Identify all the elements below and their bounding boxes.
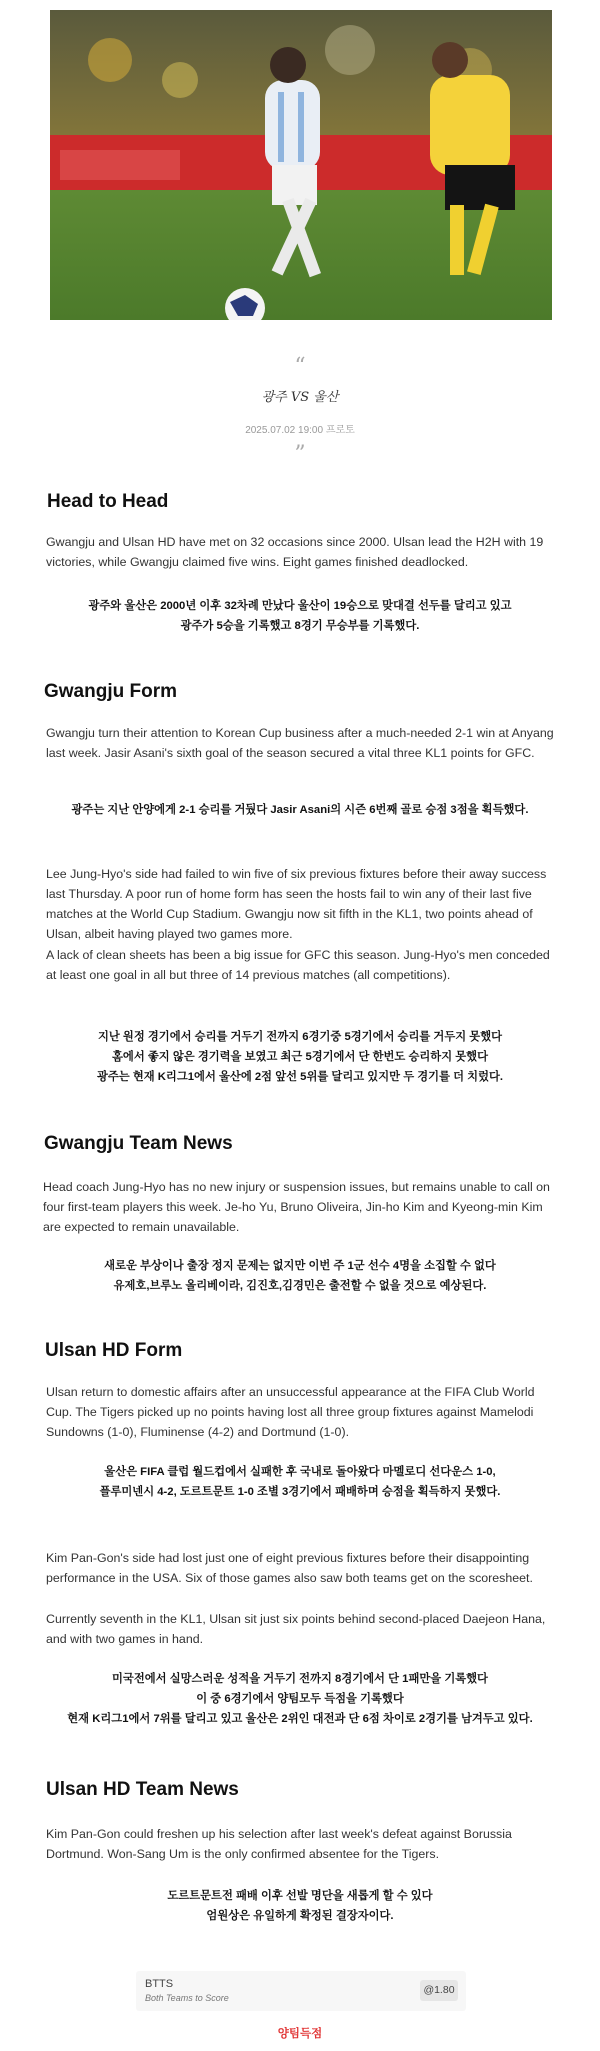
match-datetime: 2025.07.02 19:00 프로토 xyxy=(245,425,355,436)
ulsan-form-ko2-line-3: 현재 K리그1에서 7위를 달리고 있고 울산은 2위인 대전과 단 6점 차이로 2경기를 남겨두고 있다. xyxy=(67,1713,533,1725)
odds-pick-label: 양팀득점 xyxy=(277,2028,323,2040)
quote-close-icon: ” xyxy=(294,442,306,467)
gwangju-form-korean-1 xyxy=(0,800,600,820)
gwangju-news-ko-line-1: 새로운 부상이나 출장 정지 문제는 없지만 이번 주 1군 선수 4명을 소집할 수 없다 xyxy=(104,1260,496,1272)
ulsan-news-ko-line-1: 도르트문트전 패배 이후 선발 명단을 새롭게 할 수 있다 xyxy=(167,1890,433,1902)
quote-open-icon: “ xyxy=(294,354,306,379)
odds-market-description: Both Teams to Score xyxy=(145,1993,229,2003)
heading-gwangju-form: Gwangju Form xyxy=(44,681,177,702)
heading-gwangju-team-news: Gwangju Team News xyxy=(44,1133,233,1154)
ulsan-form-paragraph-3: Currently seventh in the KL1, Ulsan sit just six points behind second-placed Daejeon Hana, and with two games in hand. xyxy=(46,1612,546,1646)
gwangju-form-ko2-line-1: 지난 원정 경기에서 승리를 거두기 전까지 6경기중 5경기에서 승리를 거두지 못했다 xyxy=(97,1031,503,1043)
gwangju-form-paragraph-1: Gwangju turn their attention to Korean Cup business after a much-needed 2-1 win at Anyang last week. Jasir Asani's sixth goal of the season secured a vital three KL1 points for GFC. xyxy=(46,726,554,760)
ulsan-news-ko-line-2: 엄원상은 유일하게 확정된 결장자이다. xyxy=(206,1910,394,1922)
odds-price-button[interactable]: @1.80 xyxy=(420,1980,458,2001)
heading-ulsan-form: Ulsan HD Form xyxy=(45,1340,183,1361)
odds-card-btts[interactable] xyxy=(136,1971,466,2011)
ulsan-form-paragraph-2: Kim Pan-Gon's side had lost just one of eight previous fixtures before their disappointing performance in the USA. Six of those games also saw both teams get on the scoresheet. xyxy=(46,1551,533,1585)
ulsan-form-ko2-line-1: 미국전에서 실망스러운 성적을 거두기 전까지 8경기에서 단 1패만을 기록했다 xyxy=(112,1673,488,1685)
odds-market-name: BTTS xyxy=(145,1978,174,1990)
ulsan-news-korean xyxy=(0,1886,600,1926)
h2h-korean-summary xyxy=(0,596,600,636)
gwangju-form-ko2-line-3: 광주는 현재 K리그1에서 울산에 2점 앞선 5위를 달리고 있지만 두 경기를 더 치렀다. xyxy=(96,1071,504,1083)
match-header xyxy=(0,356,600,466)
h2h-paragraph: Gwangju and Ulsan HD have met on 32 occasions since 2000. Ulsan lead the H2H with 19 victories, while Gwangju claimed five wins. Eight games finished deadlocked. xyxy=(46,535,544,569)
gwangju-news-paragraph: Head coach Jung-Hyo has no new injury or suspension issues, but remains unable to call on four first-team players this week. Je-ho Yu, Bruno Oliveira, Jin-ho Kim and Kyeong-min Kim are expected to remain unavailable. xyxy=(43,1180,550,1234)
h2h-ko-line-1: 광주와 울산은 2000년 이후 32차례 만났다 울산이 19승으로 맞대결 선두를 달리고 있고 xyxy=(88,600,512,612)
ulsan-form-korean-1 xyxy=(0,1462,600,1502)
ulsan-form-ko1-line-2: 플루미넨시 4-2, 도르트문트 1-0 조별 3경기에서 패배하며 승점을 획득하지 못했다. xyxy=(99,1486,501,1498)
gwangju-form-korean-2 xyxy=(0,1027,600,1087)
gwangju-form-ko2-line-2: 홈에서 좋지 않은 경기력을 보였고 최근 5경기에서 단 한번도 승리하지 못했다 xyxy=(112,1051,488,1063)
heading-ulsan-team-news: Ulsan HD Team News xyxy=(46,1779,239,1800)
h2h-ko-line-2: 광주가 5승을 기록했고 8경기 무승부를 기록했다. xyxy=(180,620,420,632)
ulsan-form-paragraph-1: Ulsan return to domestic affairs after an unsuccessful appearance at the FIFA Club World Cup. The Tigers picked up no points having lost all three group fixtures against Mamelodi Sundowns (1-0), Fluminense (4-2) and Dortmund (1-0). xyxy=(46,1385,535,1439)
gwangju-form-paragraph-2: Lee Jung-Hyo's side had failed to win five of six previous fixtures before their away success last Thursday. A poor run of home form has seen the hosts fail to win any of their last five matches at the World Cup Stadium. Gwangju now sit fifth in the KL1, two points ahead of Ulsan, albeit having played two games more. xyxy=(46,867,547,941)
gwangju-form-paragraph-3: A lack of clean sheets has been a big issue for GFC this season. Jung-Hyo's men conceded at least one goal in all but three of 14 previous matches (all competitions). xyxy=(46,948,550,982)
soccer-match-illustration xyxy=(50,10,552,320)
gwangju-news-ko-line-2: 유제호,브루노 올리베이라, 김진호,김경민은 출전할 수 없을 것으로 예상된다. xyxy=(113,1280,487,1292)
gwangju-news-korean xyxy=(0,1256,600,1296)
hero-photo xyxy=(50,10,552,320)
ulsan-form-ko1-line-1: 울산은 FIFA 클럽 월드컵에서 실패한 후 국내로 돌아왔다 마멜로디 선다운스 1-0, xyxy=(104,1466,496,1478)
ulsan-form-korean-2 xyxy=(0,1669,600,1729)
gwangju-form-ko1-line-1: 광주는 지난 안양에게 2-1 승리를 거뒀다 Jasir Asani의 시즌 6번째 골로 승점 3점을 획득했다. xyxy=(71,804,529,816)
heading-head-to-head: Head to Head xyxy=(47,491,169,512)
match-title: 광주 VS 울산 xyxy=(261,390,339,405)
ulsan-news-paragraph: Kim Pan-Gon could freshen up his selection after last week's defeat against Borussia Dortmund. Won-Sang Um is the only confirmed absentee for the Tigers. xyxy=(46,1827,512,1861)
ulsan-form-ko2-line-2: 이 중 6경기에서 양팀모두 득점을 기록했다 xyxy=(196,1693,404,1705)
